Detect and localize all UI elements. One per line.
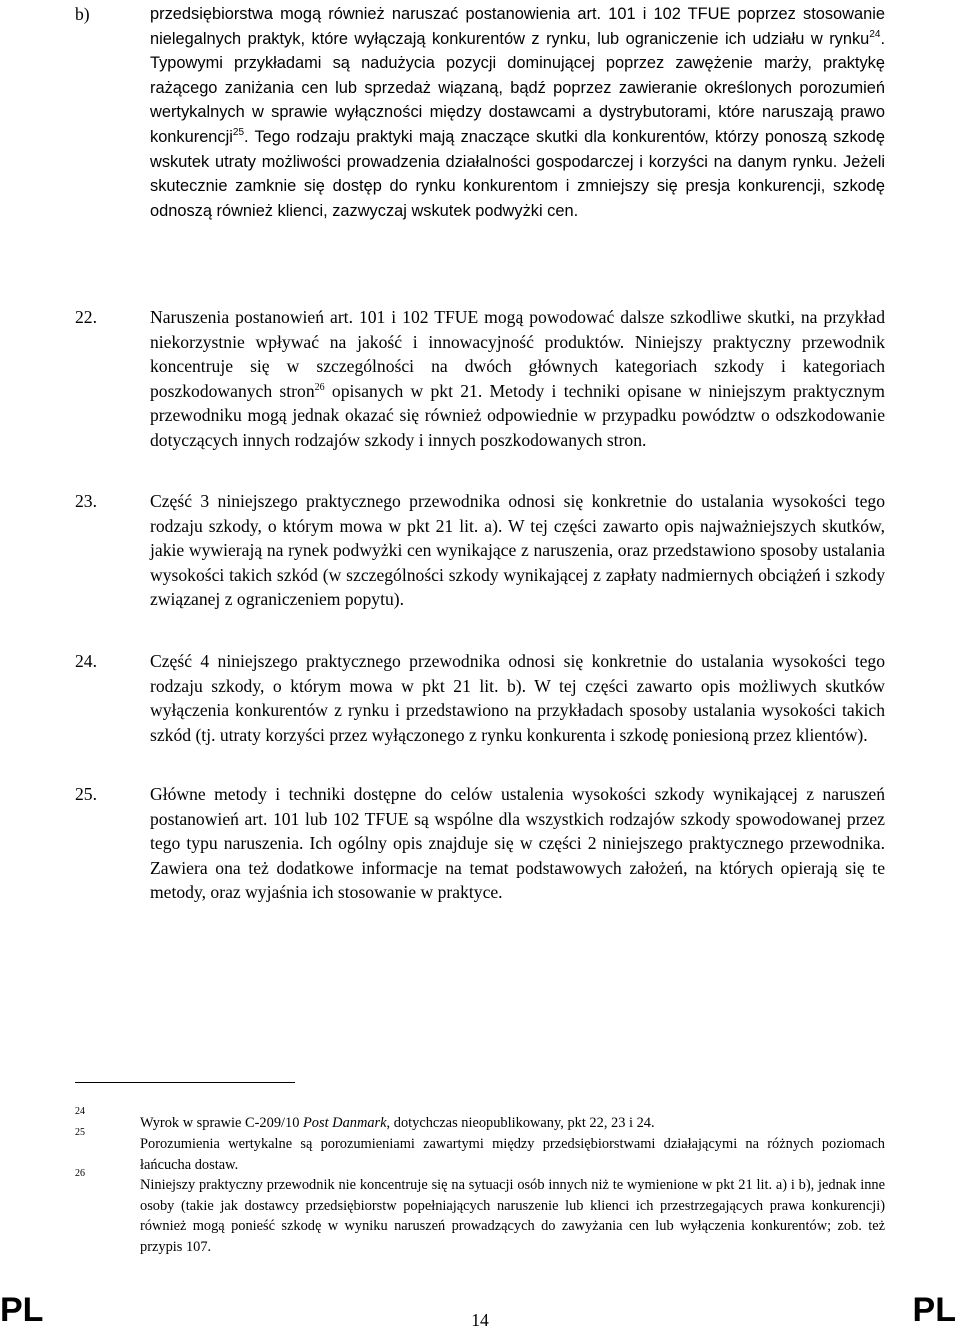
paragraph-23 [75,489,885,612]
paragraph-22 [75,305,885,453]
footnote-25 [75,1127,885,1175]
page-number: 14 [471,1310,489,1330]
footnote-text: Porozumienia wertykalne są porozumieniami zawartymi między przedsiębiorstwami działającymi na różnych poziomach łańcucha dostaw. [140,1136,885,1173]
paragraph-text: Część 4 niniejszego praktycznego przewodnika odnosi się konkretnie do ustalania wysokości tego rodzaju szkody, o którym mowa w pkt 21 lit. b). W tej części zawarto opis możliwych skutków wyłączenia konkurentów z rynku i przedstawiono na przykładach sposoby ustalania wysokości takich szkód (tj. utraty korzyści przez wyłączonego z rynku konkurenta i szkodę poniesioną przez klientów). [150,651,885,745]
footer-language-left: PL [0,1291,44,1329]
list-item-text: przedsiębiorstwa mogą również naruszać postanowienia art. 101 i 102 TFUE poprzez stosowanie nielegalnych praktyk, które wyłączają konkurentów z rynku, lub ograniczenie ich udziału w rynku$^{24}$. Typowymi przykładami są nadużycia pozycji dominującej poprzez zawężenie marży, praktykę rażącego zaniżania cen lub sprzedaż wiązaną, bądź poprzez zawieranie określonych porozumień wertykalnych w sprawie wyłączności między dostawcami a dystrybutorami, które naruszają prawo konkurencji$^{25}$. Tego rodzaju praktyki mają znaczące skutki dla konkurentów, którzy ponoszą szkodę wskutek utraty możliwości prowadzenia działalności gospodarczej i korzyści na danym rynku. Jeżeli skutecznie zamknie się dostęp do rynku konkurentom i zmniejszy się presja konkurencji, szkodę odnoszą również klienci, zazwyczaj wskutek podwyżki cen. [150,5,885,220]
footnote-number: 25 [75,1127,85,1138]
list-item-b [75,2,885,223]
paragraph-text: Część 3 niniejszego praktycznego przewodnika odnosi się konkretnie do ustalania wysokości tego rodzaju szkody, o którym mowa w pkt 21 lit. a). W tej części zawarto opis najważniejszych skutków, jakie wywierają na rynek podwyżki cen wynikające z naruszenia, oraz przedstawiono sposoby ustalania wysokości takich szkód (w szczególności szkody wynikającej z zapłaty nadmiernych obciążeń i szkody związanej z ograniczeniem popytu). [150,491,885,610]
paragraph-text: Naruszenia postanowień art. 101 i 102 TFUE mogą powodować dalsze szkodliwe skutki, na przykład niekorzystnie wpływać na jakość i innowacyjność produktów. Niniejszy praktyczny przewodnik koncentruje się w szczególności na dwóch głównych kategoriach szkody i kategoriach poszkodowanych stron$^{26}$ opisanych w pkt 21. Metody i techniki opisane w niniejszym praktycznym przewodniku mogą jednak okazać się również odpowiednie w przypadku powództw o odszkodowanie dotyczących innych rodzajów szkody i innych poszkodowanych stron. [150,307,885,450]
footer-language-right: PL [912,1291,956,1329]
footnote-number: 26 [75,1168,85,1179]
footnote-text: Niniejszy praktyczny przewodnik nie koncentruje się na sytuacji osób innych niż te wymienione w pkt 21 lit. a) i b), jednak inne osoby (takie jak dostawcy przedsiębiorstw popełniających naruszenie lub klienci ich przestrzegających prawa konkurencji) również mogą ponieść szkodę w wyniku naruszeń prowadzących do zawyżania cen lub wyłączenia konkurentów; zob. też przypis 107. [140,1177,885,1255]
footnote-text: Wyrok w sprawie C-209/10 Post Danmark, dotychczas nieopublikowany, pkt 22, 23 i 24. [140,1115,655,1131]
paragraph-24 [75,649,885,747]
footnote-24 [75,1106,885,1134]
footnote-number: 24 [75,1106,85,1117]
paragraph-number: 22. [75,307,97,327]
paragraph-25 [75,782,885,905]
footnote-ref-24[interactable]: 24 [869,28,881,40]
list-marker: b) [75,4,90,24]
footnote-26 [75,1168,885,1257]
footnote-divider [75,1082,295,1083]
paragraph-text: Główne metody i techniki dostępne do celów ustalenia wysokości szkody wynikającej z naruszeń postanowień art. 101 lub 102 TFUE są wspólne dla wszystkich rodzajów szkody spowodowanej przez tego typu naruszenia. Ich ogólny opis znajduje się w części 2 niniejszego praktycznego przewodnika. Zawiera ona też dodatkowe informacje na temat podstawowych założeń, na których opierają się te metody, oraz wyjaśnia ich stosowanie w praktyce. [150,784,885,903]
paragraph-number: 23. [75,491,97,511]
paragraph-number: 25. [75,784,97,804]
paragraph-number: 24. [75,651,97,671]
footnote-ref-26[interactable]: 26 [314,381,325,393]
footnote-ref-25[interactable]: 25 [232,126,245,138]
